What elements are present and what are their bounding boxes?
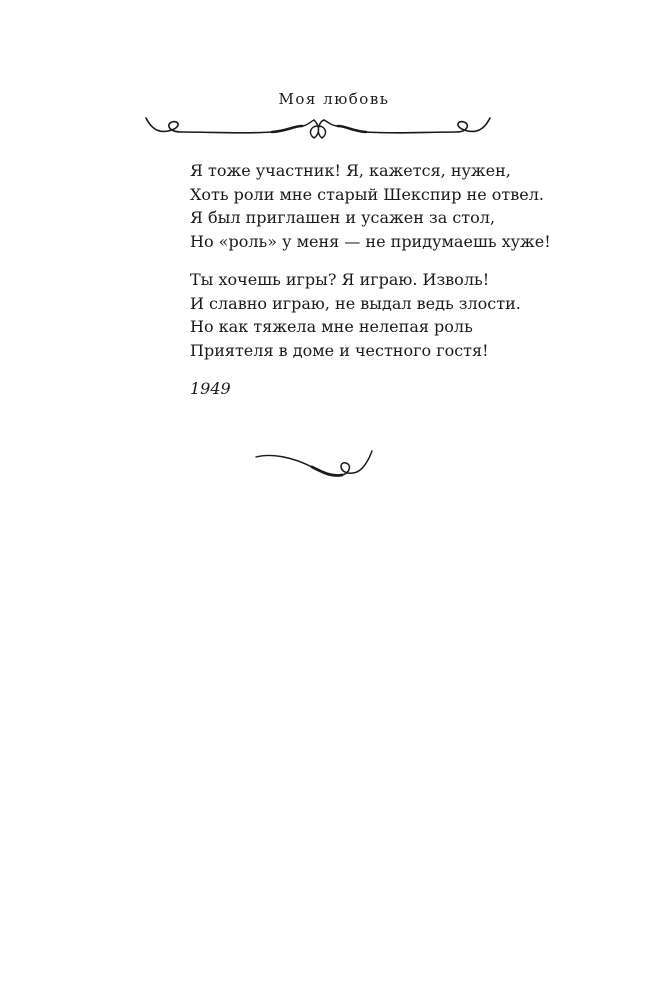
poem-year: 1949 — [190, 379, 231, 398]
poem-line: Но «роль» у меня — не придумаешь хуже! — [190, 231, 551, 251]
poem-line: Я тоже участник! Я, кажется, нужен, — [190, 161, 511, 180]
poem-line: Но как тяжела мне нелепая роль — [190, 317, 473, 336]
flourish-tailpiece-icon — [252, 445, 380, 489]
poem-line: Я был приглашен и усажен за стол, — [190, 208, 496, 227]
stanza-2 — [190, 268, 630, 362]
stanza-1 — [190, 159, 630, 253]
poem-line: Хоть роли мне старый Шекспир не отвел. — [190, 184, 544, 204]
poem-line: Приятеля в доме и честного гостя! — [190, 340, 489, 360]
flourish-divider-icon — [142, 112, 494, 148]
poem-line: Ты хочешь игры? Я играю. Изволь! — [190, 270, 490, 289]
poem — [190, 159, 630, 401]
running-head: Моя любовь — [278, 90, 390, 108]
poem-line: И славно играю, не выдал ведь злости. — [190, 293, 521, 313]
